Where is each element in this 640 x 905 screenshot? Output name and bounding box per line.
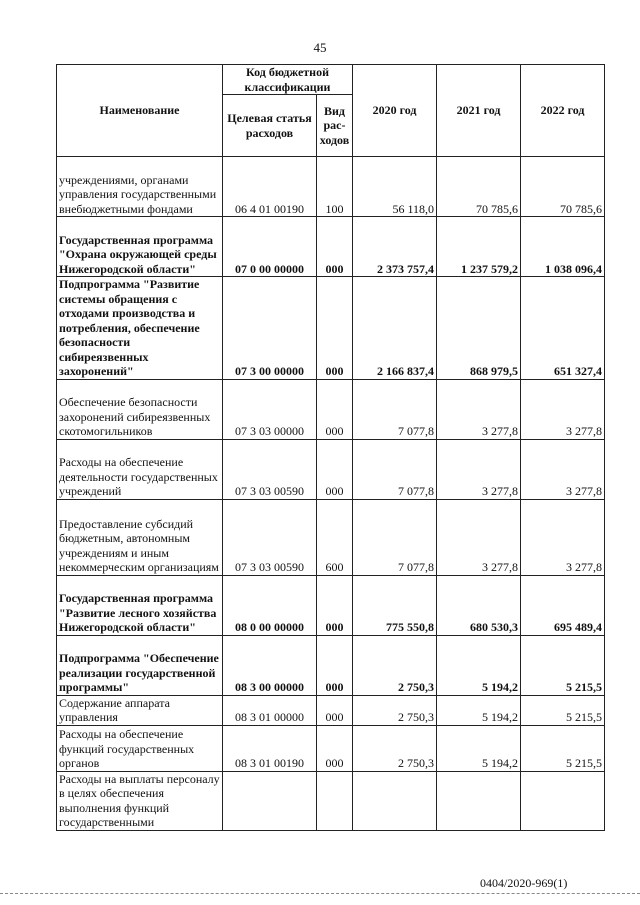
row-kind-cell: 000 bbox=[317, 575, 353, 635]
row-2022-value-cell: 5 215,5 bbox=[521, 635, 605, 695]
table-row bbox=[57, 695, 605, 725]
row-2022-value-cell: 695 489,4 bbox=[521, 575, 605, 635]
budget-table bbox=[56, 64, 605, 831]
row-2022-value-cell: 5 215,5 bbox=[521, 695, 605, 725]
row-2020-value-cell: 2 750,3 bbox=[353, 635, 437, 695]
header-code-group: Код бюджетной классификации bbox=[223, 65, 353, 95]
row-name-cell: Содержание аппарата управления bbox=[57, 695, 223, 725]
row-name-cell: Государственная программа "Развитие лесного хозяйства Нижегородской области" bbox=[57, 575, 223, 635]
row-2021-value-cell bbox=[437, 771, 521, 830]
row-kind-cell bbox=[317, 771, 353, 830]
table-row bbox=[57, 157, 605, 217]
header-target-article: Целевая статья расходов bbox=[223, 95, 317, 157]
row-target-code-cell: 07 0 00 00000 bbox=[223, 217, 317, 277]
row-kind-cell: 000 bbox=[317, 439, 353, 499]
row-2021-value-cell: 868 979,5 bbox=[437, 277, 521, 380]
row-2021-value-cell: 5 194,2 bbox=[437, 695, 521, 725]
row-2022-value-cell: 5 215,5 bbox=[521, 725, 605, 771]
row-2020-value-cell: 56 118,0 bbox=[353, 157, 437, 217]
row-2020-value-cell: 2 750,3 bbox=[353, 695, 437, 725]
row-kind-cell: 100 bbox=[317, 157, 353, 217]
row-kind-cell: 000 bbox=[317, 695, 353, 725]
table-row bbox=[57, 725, 605, 771]
row-name-cell: Обеспечение безопасности захоронений сибиреязвенных скотомогильников bbox=[57, 379, 223, 439]
row-target-code-cell: 07 3 03 00000 bbox=[223, 379, 317, 439]
row-2020-value-cell bbox=[353, 771, 437, 830]
row-2022-value-cell bbox=[521, 771, 605, 830]
row-2020-value-cell: 775 550,8 bbox=[353, 575, 437, 635]
row-name-cell: Подпрограмма "Развитие системы обращения с отходами производства и потребления, обеспечение безопасности сибиреязвенных захоронений" bbox=[57, 277, 223, 380]
row-kind-cell: 000 bbox=[317, 277, 353, 380]
header-name: Наименование bbox=[57, 65, 223, 157]
header-kind: Вид рас-ходов bbox=[317, 95, 353, 157]
row-kind-cell: 000 bbox=[317, 725, 353, 771]
row-2022-value-cell: 70 785,6 bbox=[521, 157, 605, 217]
row-target-code-cell bbox=[223, 771, 317, 830]
table-row bbox=[57, 499, 605, 575]
bottom-divider bbox=[0, 893, 640, 894]
row-2022-value-cell: 651 327,4 bbox=[521, 277, 605, 380]
row-name-cell: Расходы на обеспечение деятельности государственных учреждений bbox=[57, 439, 223, 499]
row-2020-value-cell: 7 077,8 bbox=[353, 379, 437, 439]
table-body bbox=[57, 157, 605, 831]
row-kind-cell: 000 bbox=[317, 379, 353, 439]
row-2021-value-cell: 3 277,8 bbox=[437, 439, 521, 499]
row-2021-value-cell: 5 194,2 bbox=[437, 725, 521, 771]
row-2020-value-cell: 7 077,8 bbox=[353, 439, 437, 499]
header-2020: 2020 год bbox=[353, 65, 437, 157]
row-2021-value-cell: 680 530,3 bbox=[437, 575, 521, 635]
table-row bbox=[57, 575, 605, 635]
row-target-code-cell: 07 3 00 00000 bbox=[223, 277, 317, 380]
row-kind-cell: 600 bbox=[317, 499, 353, 575]
row-2021-value-cell: 3 277,8 bbox=[437, 499, 521, 575]
table-row bbox=[57, 439, 605, 499]
row-name-cell: Подпрограмма "Обеспечение реализации государственной программы" bbox=[57, 635, 223, 695]
row-2022-value-cell: 1 038 096,4 bbox=[521, 217, 605, 277]
row-2020-value-cell: 2 166 837,4 bbox=[353, 277, 437, 380]
row-2021-value-cell: 3 277,8 bbox=[437, 379, 521, 439]
table-row bbox=[57, 217, 605, 277]
header-2022: 2022 год bbox=[521, 65, 605, 157]
row-target-code-cell: 08 3 01 00190 bbox=[223, 725, 317, 771]
row-2020-value-cell: 2 750,3 bbox=[353, 725, 437, 771]
row-2021-value-cell: 5 194,2 bbox=[437, 635, 521, 695]
header-2021: 2021 год bbox=[437, 65, 521, 157]
row-2021-value-cell: 70 785,6 bbox=[437, 157, 521, 217]
row-name-cell: Расходы на выплаты персоналу в целях обеспечения выполнения функций государственными bbox=[57, 771, 223, 830]
row-kind-cell: 000 bbox=[317, 217, 353, 277]
row-2021-value-cell: 1 237 579,2 bbox=[437, 217, 521, 277]
table-row bbox=[57, 277, 605, 380]
row-target-code-cell: 08 0 00 00000 bbox=[223, 575, 317, 635]
row-name-cell: Расходы на обеспечение функций государственных органов bbox=[57, 725, 223, 771]
row-2022-value-cell: 3 277,8 bbox=[521, 499, 605, 575]
row-kind-cell: 000 bbox=[317, 635, 353, 695]
row-name-cell: учреждениями, органами управления государственными внебюджетными фондами bbox=[57, 157, 223, 217]
row-2022-value-cell: 3 277,8 bbox=[521, 439, 605, 499]
table-row bbox=[57, 635, 605, 695]
row-target-code-cell: 08 3 00 00000 bbox=[223, 635, 317, 695]
row-target-code-cell: 06 4 01 00190 bbox=[223, 157, 317, 217]
table-row bbox=[57, 771, 605, 830]
row-name-cell: Государственная программа "Охрана окружающей среды Нижегородской области" bbox=[57, 217, 223, 277]
row-target-code-cell: 07 3 03 00590 bbox=[223, 499, 317, 575]
row-2022-value-cell: 3 277,8 bbox=[521, 379, 605, 439]
row-name-cell: Предоставление субсидий бюджетным, автономным учреждениям и иным некоммерческим организациям bbox=[57, 499, 223, 575]
row-target-code-cell: 08 3 01 00000 bbox=[223, 695, 317, 725]
page-number: 45 bbox=[313, 40, 327, 55]
row-2020-value-cell: 7 077,8 bbox=[353, 499, 437, 575]
row-2020-value-cell: 2 373 757,4 bbox=[353, 217, 437, 277]
row-target-code-cell: 07 3 03 00590 bbox=[223, 439, 317, 499]
document-code: 0404/2020-969(1) bbox=[480, 876, 568, 890]
table-row bbox=[57, 379, 605, 439]
